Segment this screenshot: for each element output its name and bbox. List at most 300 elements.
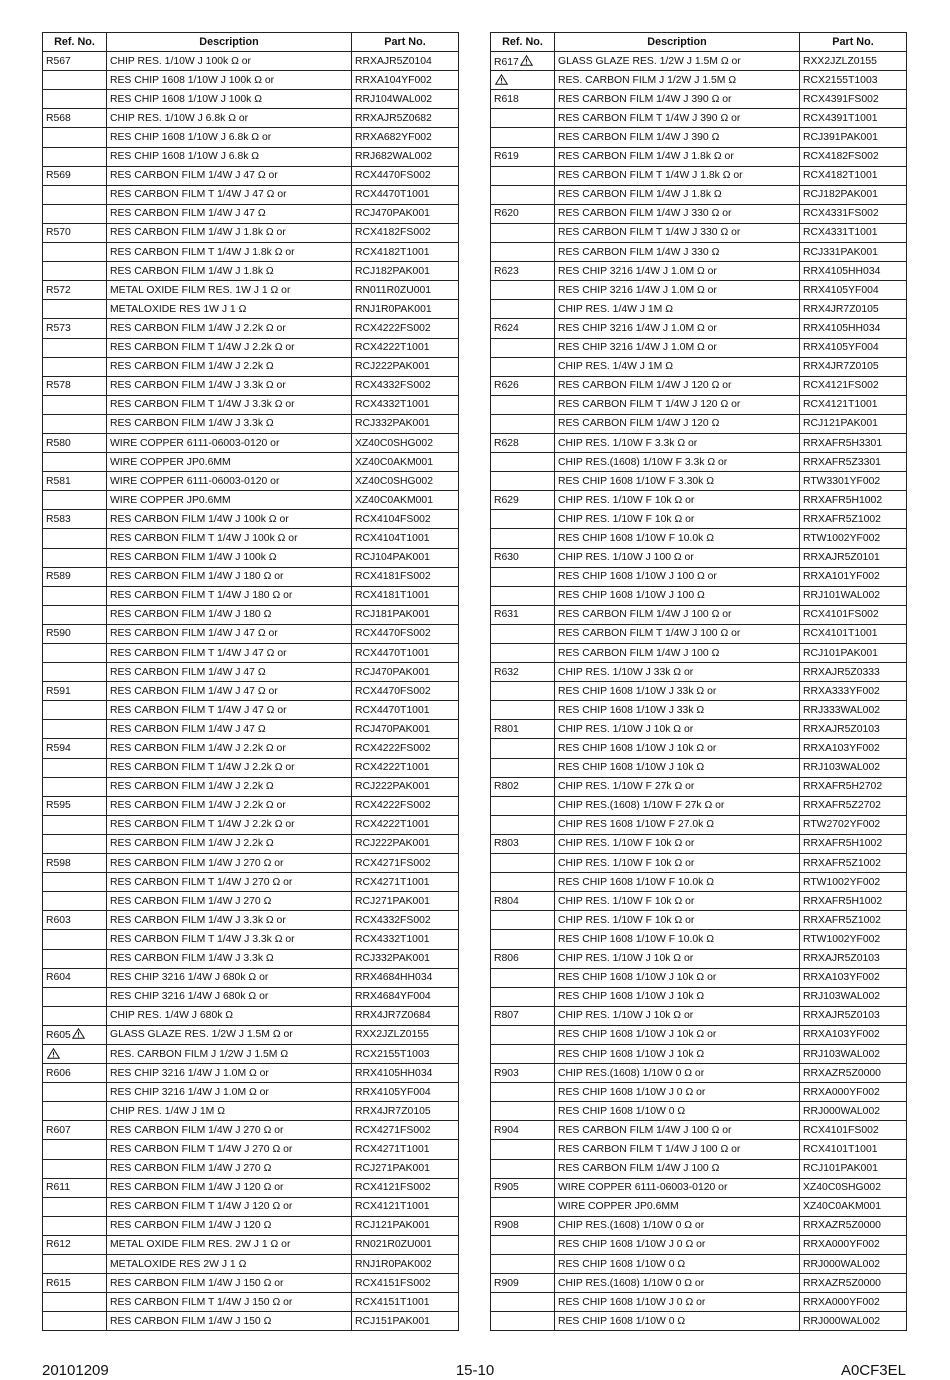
- table-row: [43, 1083, 459, 1102]
- part-no-text: RCX4331FS002: [803, 208, 879, 220]
- description-text: WIRE COPPER 6111-06003-0120 or: [110, 437, 280, 449]
- table-row: [491, 281, 907, 300]
- table-row: [43, 834, 459, 853]
- ref-no-cell: [43, 395, 107, 414]
- part-no-cell: [352, 319, 459, 338]
- description-text: RES CARBON FILM 1/4W J 120 Ω: [110, 1220, 272, 1232]
- part-no-text: XZ40C0SHG002: [355, 437, 433, 449]
- description-cell: [107, 1140, 352, 1159]
- part-no-text: RRXAFR5H1002: [803, 895, 883, 907]
- part-no-cell: [800, 128, 907, 147]
- description-text: RES CARBON FILM T 1/4W J 270 Ω or: [110, 876, 293, 888]
- ref-no-text: R583: [46, 513, 71, 525]
- table-row: [43, 854, 459, 873]
- table-row: [43, 1102, 459, 1121]
- ref-no-text: R631: [494, 609, 519, 621]
- description-text: RES CARBON FILM 1/4W J 2.2k Ω: [110, 838, 274, 850]
- description-cell: [107, 949, 352, 968]
- table-row: [43, 1006, 459, 1025]
- part-no-cell: [352, 758, 459, 777]
- part-no-cell: [352, 854, 459, 873]
- table-row: [491, 433, 907, 452]
- header-part-no: Part No.: [352, 33, 459, 52]
- ref-no-cell: [491, 147, 555, 166]
- table-row: [43, 949, 459, 968]
- table-row: [43, 433, 459, 452]
- part-no-cell: [352, 1102, 459, 1121]
- description-text: CHIP RES. 1/10W J 6.8k Ω or: [110, 112, 249, 124]
- description-cell: [555, 720, 800, 739]
- part-no-cell: [800, 739, 907, 758]
- description-cell: [555, 1274, 800, 1293]
- part-no-cell: [800, 720, 907, 739]
- part-no-cell: [800, 796, 907, 815]
- ref-no-cell: [491, 338, 555, 357]
- part-no-text: RCX4121FS002: [355, 1182, 431, 1194]
- description-text: RES CARBON FILM 1/4W J 47 Ω or: [110, 170, 278, 182]
- ref-no-cell: [491, 1178, 555, 1197]
- description-text: CHIP RES.(1608) 1/10W F 3.3k Ω or: [558, 456, 728, 468]
- description-text: RES CARBON FILM T 1/4W J 2.2k Ω or: [110, 342, 295, 354]
- part-no-cell: [352, 433, 459, 452]
- description-text: CHIP RES. 1/4W J 1M Ω: [558, 303, 673, 315]
- part-no-cell: [800, 223, 907, 242]
- description-cell: [555, 433, 800, 452]
- table-row: [43, 529, 459, 548]
- description-cell: [555, 586, 800, 605]
- description-text: CHIP RES. 1/10W J 10k Ω or: [558, 953, 694, 965]
- description-text: RES CHIP 1608 1/10W F 10.0k Ω: [558, 876, 715, 888]
- description-text: CHIP RES. 1/10W J 100k Ω or: [110, 55, 251, 67]
- description-text: WIRE COPPER 6111-06003-0120 or: [558, 1182, 728, 1194]
- part-no-cell: [800, 1083, 907, 1102]
- part-no-cell: [800, 1255, 907, 1274]
- description-text: METALOXIDE RES 2W J 1 Ω: [110, 1258, 247, 1270]
- ref-no-cell: [491, 1083, 555, 1102]
- ref-no-text: R590: [46, 628, 71, 640]
- footer-date: 20101209: [42, 1362, 109, 1379]
- description-cell: [107, 1025, 352, 1044]
- part-no-text: RRX4105HH034: [803, 265, 881, 277]
- ref-no-text: R619: [494, 151, 519, 163]
- part-no-text: RCX4470T1001: [355, 704, 430, 716]
- table-row: [491, 510, 907, 529]
- description-text: GLASS GLAZE RES. 1/2W J 1.5M Ω or: [558, 55, 741, 67]
- description-cell: [107, 491, 352, 510]
- description-text: RES CHIP 1608 1/10W J 100 Ω: [558, 590, 705, 602]
- description-text: RES CARBON FILM 1/4W J 100 Ω or: [558, 609, 732, 621]
- description-text: RES CARBON FILM 1/4W J 100 Ω: [558, 647, 720, 659]
- ref-no-cell: [43, 52, 107, 71]
- description-text: RES CHIP 3216 1/4W J 1.0M Ω or: [110, 1086, 269, 1098]
- part-no-text: RRX4JR7Z0105: [803, 361, 879, 373]
- description-cell: [107, 1312, 352, 1331]
- description-text: RES CHIP 3216 1/4W J 1.0M Ω or: [558, 322, 717, 334]
- description-text: RES CARBON FILM T 1/4W J 47 Ω or: [110, 647, 287, 659]
- description-cell: [555, 1083, 800, 1102]
- ref-no-cell: [491, 1293, 555, 1312]
- part-no-text: RRJ000WAL002: [803, 1315, 881, 1327]
- description-cell: [555, 548, 800, 567]
- part-no-text: RRX4105YF004: [803, 342, 879, 354]
- ref-no-text: R618: [494, 93, 519, 105]
- ref-no-cell: [491, 414, 555, 433]
- ref-no-cell: [43, 109, 107, 128]
- description-cell: [107, 109, 352, 128]
- part-no-cell: [800, 376, 907, 395]
- table-row: [43, 1044, 459, 1063]
- part-no-text: RRXAFR5H3301: [803, 437, 883, 449]
- part-no-text: RCX4222FS002: [355, 800, 431, 812]
- table-row: [491, 1064, 907, 1083]
- parts-table-right: [490, 32, 907, 1331]
- part-no-cell: [352, 739, 459, 758]
- description-cell: [107, 644, 352, 663]
- ref-no-cell: [491, 1235, 555, 1254]
- ref-no-cell: [491, 281, 555, 300]
- ref-no-text: R603: [46, 914, 71, 926]
- ref-no-text: R904: [494, 1124, 519, 1136]
- description-text: RES CHIP 1608 1/10W 0 Ω: [558, 1315, 686, 1327]
- description-cell: [107, 720, 352, 739]
- description-text: RES. CARBON FILM J 1/2W J 1.5M Ω: [558, 74, 737, 86]
- description-text: GLASS GLAZE RES. 1/2W J 1.5M Ω or: [110, 1029, 293, 1041]
- table-row: [491, 300, 907, 319]
- description-text: RES CARBON FILM 1/4W J 1.8k Ω or: [110, 227, 286, 239]
- part-no-text: RCX4332T1001: [355, 933, 430, 945]
- table-row: [491, 1312, 907, 1331]
- ref-no-cell: [491, 892, 555, 911]
- parts-table-left: [42, 32, 459, 1331]
- description-text: RES CARBON FILM T 1/4W J 100 Ω or: [558, 628, 741, 640]
- table-row: [491, 682, 907, 701]
- description-cell: [107, 1216, 352, 1235]
- table-row: [43, 930, 459, 949]
- description-cell: [107, 128, 352, 147]
- description-cell: [555, 376, 800, 395]
- description-text: RES CARBON FILM T 1/4W J 2.2k Ω or: [110, 762, 295, 774]
- part-no-text: RCX4222T1001: [355, 819, 430, 831]
- description-text: RES CHIP 3216 1/4W J 1.0M Ω or: [110, 1067, 269, 1079]
- description-cell: [555, 1064, 800, 1083]
- ref-no-cell: [491, 1274, 555, 1293]
- part-no-text: RRXA103YF002: [803, 972, 880, 984]
- description-text: RES CARBON FILM 1/4W J 270 Ω or: [110, 1124, 284, 1136]
- ref-no-text: R604: [46, 972, 71, 984]
- part-no-cell: [352, 1255, 459, 1274]
- description-text: RES CARBON FILM 1/4W J 270 Ω or: [110, 857, 284, 869]
- part-no-text: RCX4332T1001: [355, 399, 430, 411]
- ref-no-cell: [43, 357, 107, 376]
- description-text: RES CARBON FILM 1/4W J 120 Ω or: [558, 380, 732, 392]
- description-text: CHIP RES. 1/4W J 680k Ω: [110, 1010, 234, 1022]
- part-no-cell: [352, 510, 459, 529]
- description-cell: [107, 338, 352, 357]
- part-no-cell: [352, 1006, 459, 1025]
- description-cell: [107, 262, 352, 281]
- description-cell: [555, 873, 800, 892]
- ref-no-text: R628: [494, 437, 519, 449]
- description-cell: [107, 663, 352, 682]
- part-no-cell: [352, 663, 459, 682]
- part-no-text: RCX4182FS002: [803, 151, 879, 163]
- part-no-text: RRJ104WAL002: [355, 93, 433, 105]
- ref-no-cell: [491, 1312, 555, 1331]
- part-no-cell: [800, 1121, 907, 1140]
- ref-no-text: R612: [46, 1239, 71, 1251]
- description-text: RES CARBON FILM 1/4W J 390 Ω or: [558, 93, 732, 105]
- ref-no-cell: [43, 1274, 107, 1293]
- table-row: [491, 472, 907, 491]
- part-no-cell: [800, 1159, 907, 1178]
- description-text: RES CHIP 3216 1/4W J 680k Ω or: [110, 991, 269, 1003]
- ref-no-cell: [43, 930, 107, 949]
- ref-no-cell: [43, 204, 107, 223]
- description-cell: [555, 1216, 800, 1235]
- description-text: RES CARBON FILM 1/4W J 2.2k Ω: [110, 361, 274, 373]
- table-row: [43, 166, 459, 185]
- description-text: CHIP RES. 1/10W F 27k Ω or: [558, 781, 695, 793]
- ref-no-cell: [43, 815, 107, 834]
- description-text: RES CARBON FILM 1/4W J 1.8k Ω: [558, 189, 722, 201]
- table-row: [43, 1159, 459, 1178]
- part-no-text: RCJ101PAK001: [803, 647, 878, 659]
- description-cell: [107, 1293, 352, 1312]
- description-cell: [555, 892, 800, 911]
- ref-no-cell: [43, 624, 107, 643]
- description-cell: [107, 682, 352, 701]
- table-row: [491, 1102, 907, 1121]
- ref-no-cell: [43, 586, 107, 605]
- table-row: [43, 815, 459, 834]
- description-text: RES CHIP 3216 1/4W J 1.0M Ω or: [558, 342, 717, 354]
- description-text: CHIP RES. 1/10W J 10k Ω or: [558, 1010, 694, 1022]
- part-no-cell: [352, 911, 459, 930]
- description-text: RES CARBON FILM 1/4W J 150 Ω: [110, 1315, 272, 1327]
- part-no-text: RCX4121FS002: [803, 380, 879, 392]
- description-text: RES CHIP 1608 1/10W J 33k Ω: [558, 704, 705, 716]
- table-row: [491, 548, 907, 567]
- description-text: RES. CARBON FILM J 1/2W J 1.5M Ω: [110, 1048, 289, 1060]
- description-cell: [555, 300, 800, 319]
- table-row: [43, 1121, 459, 1140]
- table-row: [43, 567, 459, 586]
- table-row: [491, 109, 907, 128]
- table-row: [43, 987, 459, 1006]
- warning-triangle-icon: [495, 74, 508, 85]
- part-no-text: RCJ332PAK001: [355, 953, 430, 965]
- table-row: [43, 968, 459, 987]
- description-cell: [107, 1083, 352, 1102]
- ref-no-text: R801: [494, 723, 519, 735]
- part-no-text: RRX4684YF004: [355, 991, 431, 1003]
- description-cell: [107, 968, 352, 987]
- part-no-cell: [352, 1197, 459, 1216]
- ref-no-text: R806: [494, 953, 519, 965]
- table-row: [43, 338, 459, 357]
- description-text: RES CARBON FILM 1/4W J 2.2k Ω or: [110, 743, 286, 755]
- ref-no-cell: [491, 71, 555, 90]
- part-no-text: RCX4271FS002: [355, 1124, 431, 1136]
- part-no-cell: [800, 1178, 907, 1197]
- description-cell: [107, 854, 352, 873]
- part-no-text: RTW1002YF002: [803, 933, 881, 945]
- ref-no-cell: [43, 414, 107, 433]
- description-text: RES CARBON FILM T 1/4W J 3.3k Ω or: [110, 399, 295, 411]
- description-text: RES CARBON FILM T 1/4W J 47 Ω or: [110, 189, 287, 201]
- ref-no-text: R624: [494, 322, 519, 334]
- part-no-cell: [352, 605, 459, 624]
- part-no-text: RRJ101WAL002: [803, 590, 881, 602]
- part-no-cell: [800, 892, 907, 911]
- description-text: RES CHIP 1608 1/10W J 10k Ω or: [558, 972, 717, 984]
- description-cell: [107, 586, 352, 605]
- description-cell: [555, 1312, 800, 1331]
- part-no-text: RCJ470PAK001: [355, 208, 430, 220]
- ref-no-cell: [43, 758, 107, 777]
- part-no-text: RCX4121T1001: [803, 399, 878, 411]
- description-text: RES CARBON FILM 1/4W J 270 Ω: [110, 1163, 272, 1175]
- part-no-cell: [800, 1102, 907, 1121]
- part-no-cell: [800, 300, 907, 319]
- table-row: [43, 720, 459, 739]
- description-text: RES CHIP 1608 1/10W J 6.8k Ω: [110, 151, 260, 163]
- part-no-text: RRXAJR5Z0103: [803, 723, 880, 735]
- description-cell: [555, 815, 800, 834]
- part-no-cell: [352, 873, 459, 892]
- part-no-cell: [352, 1044, 459, 1063]
- description-cell: [555, 357, 800, 376]
- part-no-text: RRXAFR5Z1002: [803, 857, 881, 869]
- table-row: [491, 128, 907, 147]
- table-row: [491, 71, 907, 90]
- table-row: [491, 1274, 907, 1293]
- description-cell: [555, 949, 800, 968]
- part-no-text: RRJ682WAL002: [355, 151, 433, 163]
- part-no-cell: [352, 1216, 459, 1235]
- part-no-cell: [800, 1293, 907, 1312]
- description-cell: [107, 1044, 352, 1063]
- table-row: [491, 987, 907, 1006]
- description-cell: [555, 52, 800, 71]
- ref-no-cell: [491, 166, 555, 185]
- ref-no-cell: [43, 1159, 107, 1178]
- part-no-text: RCX4121T1001: [355, 1201, 430, 1213]
- table-row: [43, 873, 459, 892]
- description-cell: [555, 777, 800, 796]
- description-cell: [107, 395, 352, 414]
- part-no-text: RRXAFR5H1002: [803, 838, 883, 850]
- ref-no-cell: [43, 605, 107, 624]
- table-row: [491, 166, 907, 185]
- ref-no-cell: [491, 968, 555, 987]
- ref-no-text: R908: [494, 1220, 519, 1232]
- part-no-text: RRXAJR5Z0103: [803, 953, 880, 965]
- part-no-cell: [800, 338, 907, 357]
- ref-no-text: R568: [46, 112, 71, 124]
- description-cell: [107, 433, 352, 452]
- part-no-cell: [800, 414, 907, 433]
- part-no-cell: [352, 1235, 459, 1254]
- part-no-cell: [352, 491, 459, 510]
- description-text: RES CARBON FILM T 1/4W J 270 Ω or: [110, 1143, 293, 1155]
- description-cell: [107, 1178, 352, 1197]
- part-no-cell: [800, 453, 907, 472]
- description-cell: [107, 510, 352, 529]
- part-no-cell: [352, 1025, 459, 1044]
- table-row: [43, 758, 459, 777]
- part-no-text: RCX4104T1001: [355, 532, 430, 544]
- description-text: RES CARBON FILM T 1/4W J 2.2k Ω or: [110, 819, 295, 831]
- description-cell: [555, 319, 800, 338]
- ref-no-cell: [491, 1216, 555, 1235]
- description-cell: [555, 395, 800, 414]
- description-cell: [107, 624, 352, 643]
- description-cell: [555, 682, 800, 701]
- description-text: RES CARBON FILM T 1/4W J 100k Ω or: [110, 532, 298, 544]
- part-no-text: RCX4101FS002: [803, 609, 879, 621]
- ref-no-text: R626: [494, 380, 519, 392]
- ref-no-cell: [491, 548, 555, 567]
- description-cell: [555, 147, 800, 166]
- ref-no-cell: [43, 281, 107, 300]
- part-no-text: RCX4470T1001: [355, 189, 430, 201]
- part-no-cell: [352, 395, 459, 414]
- part-no-cell: [352, 1140, 459, 1159]
- part-no-text: RCX4470FS002: [355, 628, 431, 640]
- part-no-text: RN021R0ZU001: [355, 1239, 432, 1251]
- ref-no-cell: [43, 185, 107, 204]
- part-no-cell: [800, 491, 907, 510]
- part-no-cell: [352, 1064, 459, 1083]
- table-row: [491, 1216, 907, 1235]
- description-text: RES CARBON FILM 1/4W J 150 Ω or: [110, 1277, 284, 1289]
- part-no-text: RCX4222FS002: [355, 322, 431, 334]
- description-text: RES CARBON FILM 1/4W J 47 Ω or: [110, 628, 278, 640]
- part-no-cell: [352, 262, 459, 281]
- table-row: [43, 281, 459, 300]
- part-no-text: RCJ391PAK001: [803, 132, 878, 144]
- description-text: RES CARBON FILM 1/4W J 47 Ω or: [110, 685, 278, 697]
- part-no-cell: [352, 1083, 459, 1102]
- part-no-cell: [352, 567, 459, 586]
- ref-no-text: R572: [46, 284, 71, 296]
- part-no-cell: [800, 968, 907, 987]
- description-cell: [555, 605, 800, 624]
- table-row: [491, 930, 907, 949]
- part-no-text: RRXA101YF002: [803, 571, 880, 583]
- part-no-cell: [352, 987, 459, 1006]
- description-cell: [555, 624, 800, 643]
- part-no-text: RCJ222PAK001: [355, 361, 430, 373]
- part-no-text: RRX4JR7Z0105: [355, 1105, 431, 1117]
- ref-no-cell: [43, 548, 107, 567]
- table-row: [491, 911, 907, 930]
- description-cell: [555, 758, 800, 777]
- table-row: [491, 873, 907, 892]
- part-no-text: RRXAZR5Z0000: [803, 1277, 881, 1289]
- part-no-cell: [352, 281, 459, 300]
- part-no-cell: [352, 796, 459, 815]
- part-no-cell: [800, 949, 907, 968]
- description-text: RES CARBON FILM 1/4W J 1.8k Ω: [110, 265, 274, 277]
- description-text: RES CHIP 3216 1/4W J 1.0M Ω or: [558, 265, 717, 277]
- part-no-text: RN011R0ZU001: [355, 284, 432, 296]
- description-text: RES CARBON FILM 1/4W J 330 Ω or: [558, 208, 732, 220]
- description-cell: [107, 472, 352, 491]
- ref-no-cell: [491, 873, 555, 892]
- table-row: [43, 1255, 459, 1274]
